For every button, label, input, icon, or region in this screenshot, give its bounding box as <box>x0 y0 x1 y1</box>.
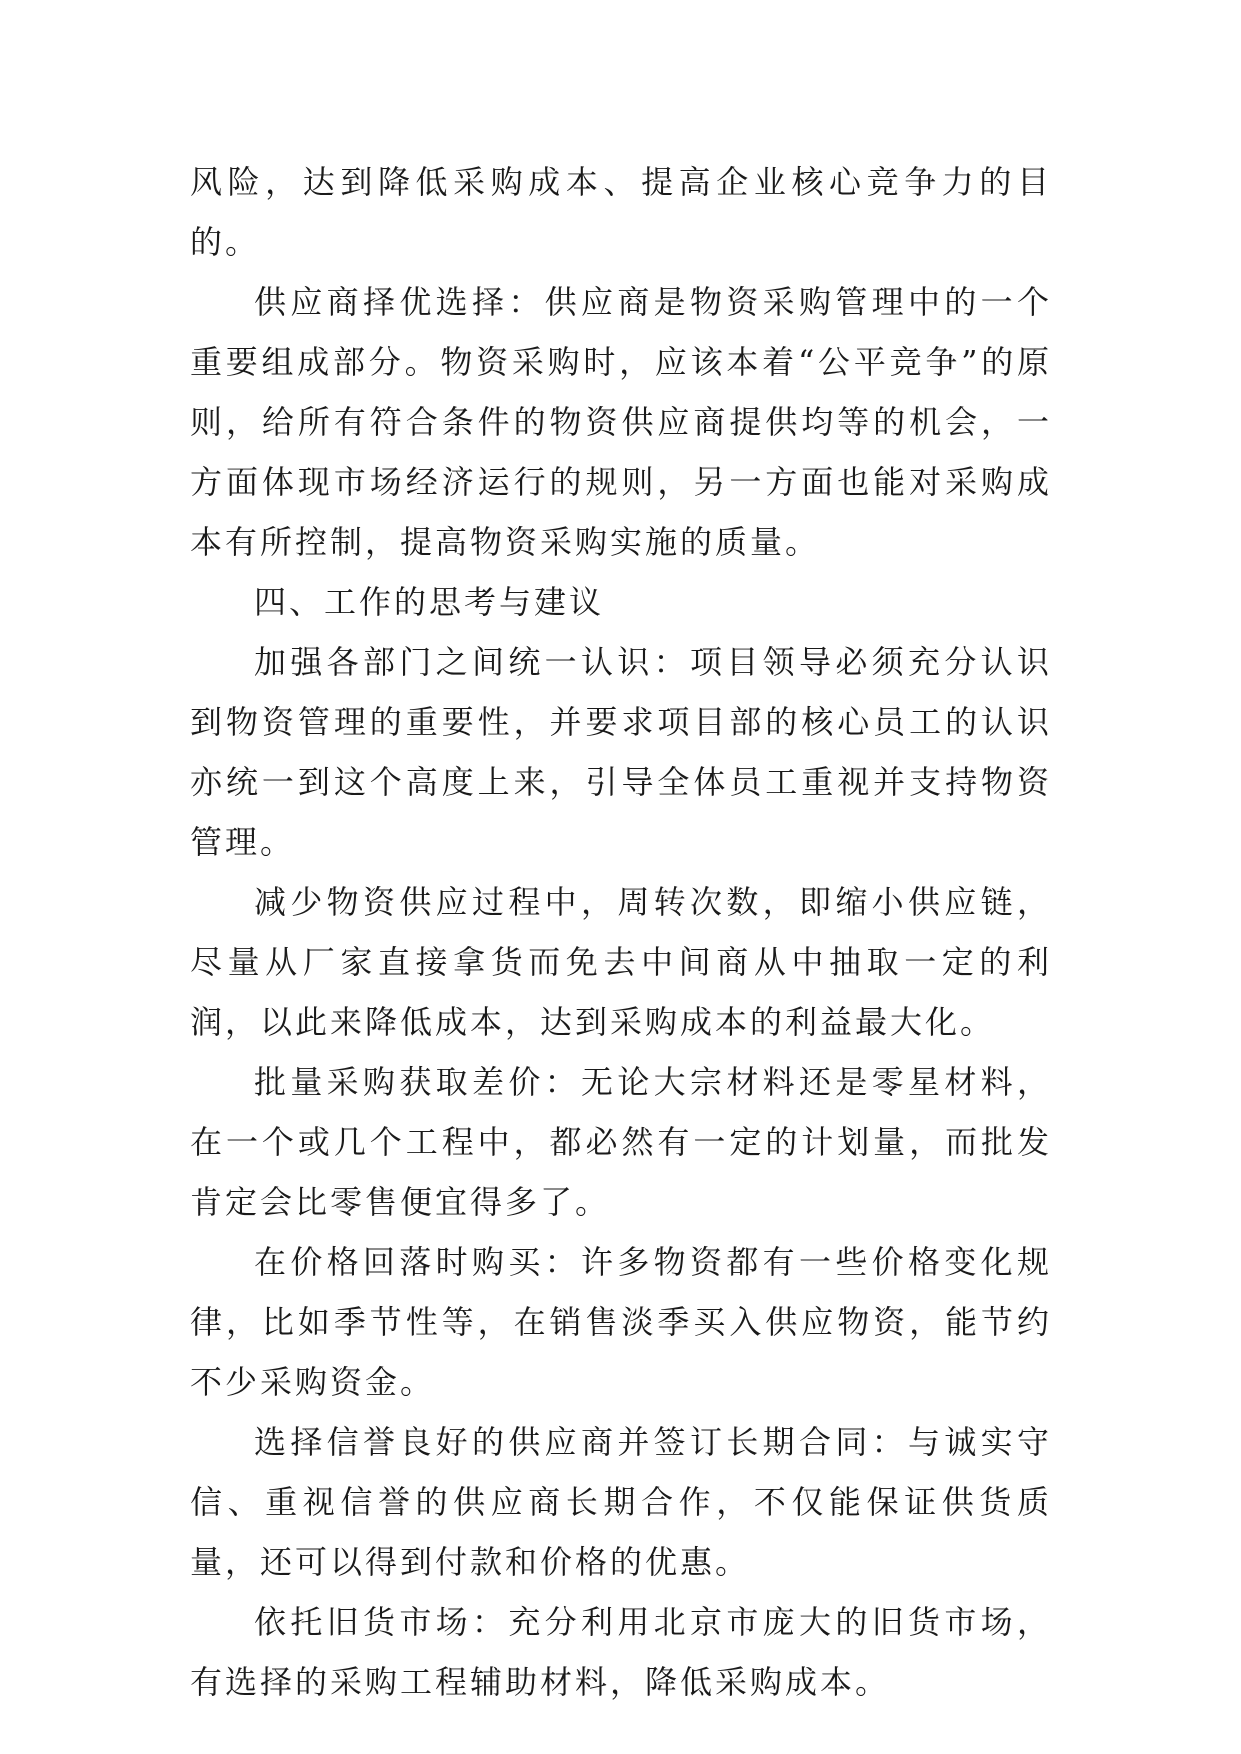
paragraph-reputable-supplier: 选择信誉良好的供应商并签订长期合同：与诚实守信、重视信誉的供应商长期合作，不仅能保证供货质量，还可以得到付款和价格的优惠。 <box>190 1423 1052 1581</box>
paragraph-bulk-purchase: 批量采购获取差价：无论大宗材料还是零星材料，在一个或几个工程中，都必然有一定的计划量，而批发肯定会比零售便宜得多了。 <box>190 1063 1052 1221</box>
paragraph-supplier-selection: 供应商择优选择：供应商是物资采购管理中的一个重要组成部分。物资采购时，应该本着“公平竞争”的原则，给所有符合条件的物资供应商提供均等的机会，一方面体现市场经济运行的规则，另一方面也能对采购成本有所控制，提高物资采购实施的质量。 <box>190 283 1052 561</box>
paragraph-second-hand-market: 依托旧货市场：充分利用北京市庞大的旧货市场，有选择的采购工程辅助材料，降低采购成本。 <box>190 1603 1052 1701</box>
paragraph-reduce-turnover: 减少物资供应过程中，周转次数，即缩小供应链，尽量从厂家直接拿货而免去中间商从中抽取一定的利润，以此来降低成本，达到采购成本的利益最大化。 <box>190 883 1052 1041</box>
paragraph-unified-understanding: 加强各部门之间统一认识：项目领导必须充分认识到物资管理的重要性，并要求项目部的核心员工的认识亦统一到这个高度上来，引导全体员工重视并支持物资管理。 <box>190 643 1052 861</box>
paragraph-continuation: 风险，达到降低采购成本、提高企业核心竞争力的目的。 <box>190 163 1052 261</box>
document-page <box>190 152 1052 1712</box>
section-heading: 四、工作的思考与建议 <box>254 583 605 621</box>
paragraph-price-drop: 在价格回落时购买：许多物资都有一些价格变化规律，比如季节性等，在销售淡季买入供应物资，能节约不少采购资金。 <box>190 1243 1052 1401</box>
